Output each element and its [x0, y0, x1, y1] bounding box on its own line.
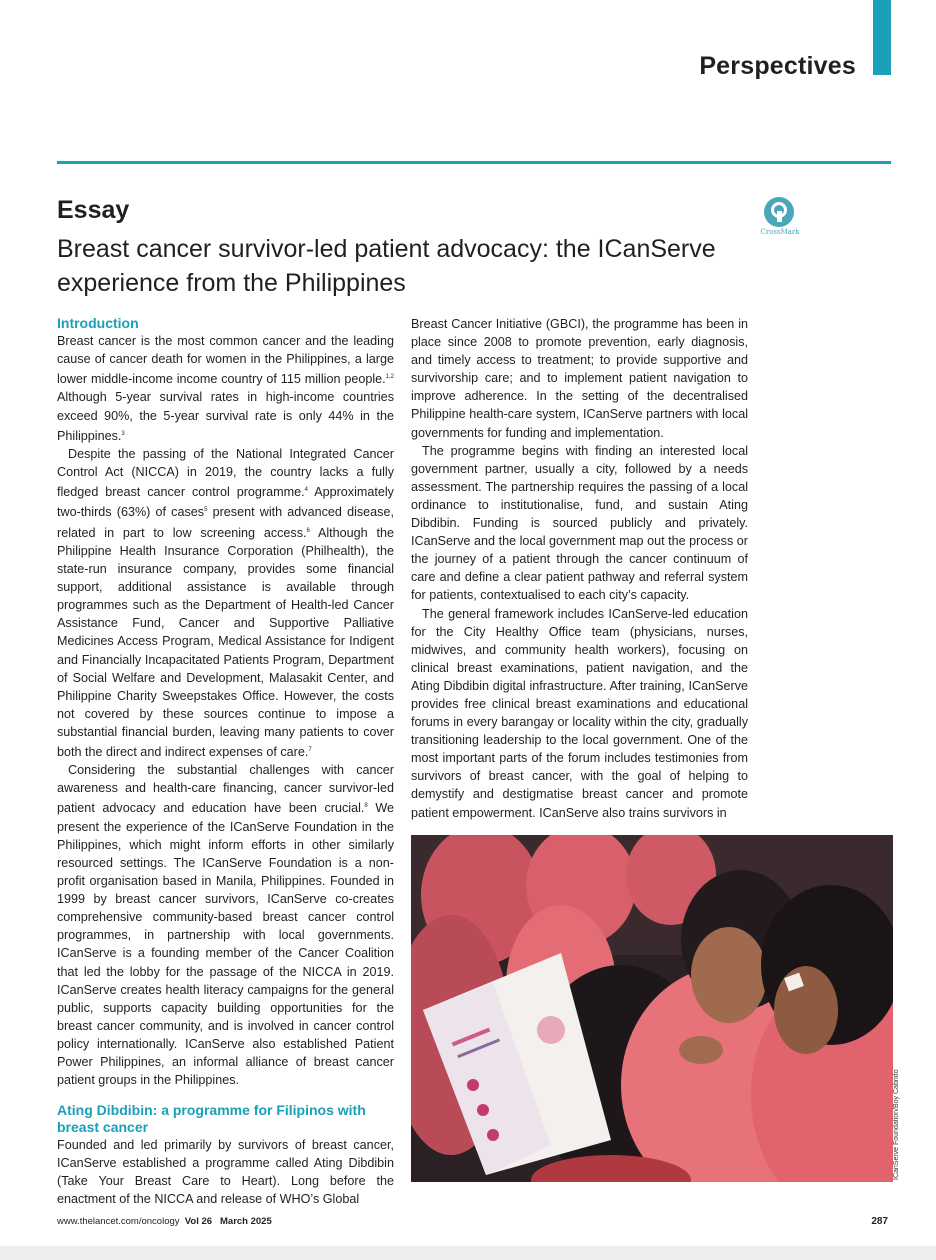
intro-p3b-text: We present the experience of the ICanServe Foundation in the Philippines, which might inform efforts in other similarly resourced settings. The ICanServe Foundation is a non-profit organisation based in Manila, Philippines. Founded in 1999 by breast cancer survivors, ICanServe co-creates comprehensive community-based breast cancer control programmes, in partnership with local governments. ICanServe is a founding member of the Cancer Coalition that led the lobby for the passage of the NICCA in 2019. ICanServe creates health literacy campaigns for the general public, supports capacity building opportunities for the breast cancer community, and is involved in cancer control policy internationally. ICanServe also established Patient Power Philippines, an informal alliance of breast cancer patient groups in the Philippines. — [57, 801, 395, 1088]
crossmark-label: CrossMark — [760, 228, 800, 236]
intro-p3a-text: Considering the substantial challenges with cancer awareness and health-care financing, cancer survivor-led patient advocacy and education have been crucial. — [57, 763, 394, 816]
crossmark-bookmark — [777, 211, 782, 222]
ref-superscript[interactable]: 6 — [306, 527, 310, 534]
issue-date: March 2025 — [220, 1216, 272, 1227]
intro-paragraph-3 — [57, 761, 394, 1089]
introduction-heading: Introduction — [57, 315, 139, 331]
volume: Vol 26 — [184, 1216, 213, 1227]
intro-p2c-text: present with advanced disease, related in part to low screening access. — [57, 505, 394, 540]
ating-dibdibin-heading: Ating Dibdibin: a programme for Filipinos with breast cancer — [57, 1102, 366, 1136]
bottom-bar — [0, 1246, 936, 1260]
ref-superscript[interactable]: 7 — [308, 747, 312, 753]
page-number: 287 — [871, 1216, 888, 1227]
ating-paragraph-1: Founded and led primarily by survivors of breast cancer, ICanServe established a programme called Ating Dibdibin (Take Your Breast Care to Heart). Long before the enactment of the NICCA and release of WHO’s Global — [57, 1138, 394, 1207]
footer-citation — [57, 1216, 272, 1227]
journal-url[interactable]: www.thelancet.com/oncology — [57, 1216, 180, 1227]
intro-p1b-text: Although 5-year survival rates in high-income countries exceed 90%, the 5-year survival rate is only 44% in the Philippines. — [57, 390, 394, 443]
intro-p1-text: Breast cancer is the most common cancer and the leading cause of cancer death for women in the Philippines, a large lower middle-income income country of 115 million people. — [57, 334, 394, 387]
section-title: Perspectives — [699, 52, 856, 80]
ref-superscript[interactable]: 1,2 — [385, 374, 394, 381]
intro-paragraph-1 — [57, 332, 394, 445]
ref-superscript[interactable]: 8 — [364, 803, 368, 810]
header-rule — [57, 161, 891, 164]
crossmark-badge[interactable] — [760, 197, 800, 237]
intro-p2a-text: Despite the passing of the National Integrated Cancer Control Act (NICCA) in 2019, the country lacks a fully fledged breast cancer control programme. — [57, 446, 394, 500]
intro-paragraph-2 — [57, 445, 394, 761]
photo-credit: ICanServe Foundation/Boy Cabrido — [893, 1069, 900, 1180]
left-column — [57, 315, 394, 1209]
article-photo — [411, 835, 893, 1182]
right-paragraph-3: The general framework includes ICanServe-led education for the City Healthy Office team (physicians, nurses, midwives, and community health workers), focusing on clinical breast examinations, patient navigation, and the Ating Dibdibin digital infrastructure. After training, ICanServe provides free clinical breast examinations and educational forums in every barangay or locality within the city, gradually transitioning leadership to the local government. One of the most important parts of the forum includes testimonies from survivors of breast cancer, with the goal of helping to demystify and destigmatise breast cancer and promote patient empowerment. ICanServe also trains survivors in — [411, 606, 748, 820]
photo-illustration — [411, 835, 893, 1182]
right-column — [411, 315, 748, 822]
article-type: Essay — [57, 196, 130, 224]
header-accent-bar — [873, 0, 891, 75]
right-paragraph-2: The programme begins with finding an interested local government partner, usually a city, followed by a needs assessment. The partnership requires the passing of a local ordinance to institutionalise, fund, and sustain Ating Dibdibin. Funding is sourced publicly and privately. ICanServe and the local government map out the process or the journey of a patient through the cancer continuum of care and define a clear patient pathway and referral system for patients, contextualised to each city’s capacity. — [411, 443, 748, 603]
intro-p2b-text: Approximately two-thirds (63%) of cases — [57, 485, 394, 520]
ref-superscript[interactable]: 4 — [304, 487, 308, 494]
right-paragraph-1: Breast Cancer Initiative (GBCI), the programme has been in place since 2008 to promote prevention, early diagnosis, and timely access to treatment; to provide supportive and survivorship care; and to implement patient navigation to improve adherence. In the setting of the decentralised Philippine health-care system, ICanServe partners with local governments for funding and implementation. — [411, 317, 748, 440]
article-title: Breast cancer survivor-led patient advocacy: the ICanServe experience from the Philippines — [57, 235, 716, 297]
ref-superscript[interactable]: 5 — [204, 507, 208, 514]
intro-p2d-text: Although the Philippine Health Insurance Corporation (Philhealth), the state-run insurance company, provides some financial support, additional assistance is available through programmes such as the Department of Health-led Cancer Assistance Fund, Cancer and Supportive Palliative Medicines Access Program, Medical Assistance for Indigent and Financially Incapacitated Patients Program, Department of Social Welfare and Development, Malasakit Center, and Philippine Charity Sweepstakes Office. However, the costs not covered by these sources continue to impose a substantial financial burden, leaving many patients to cover both the direct and indirect expenses of care. — [57, 525, 394, 760]
ref-superscript[interactable]: 3 — [121, 430, 125, 437]
